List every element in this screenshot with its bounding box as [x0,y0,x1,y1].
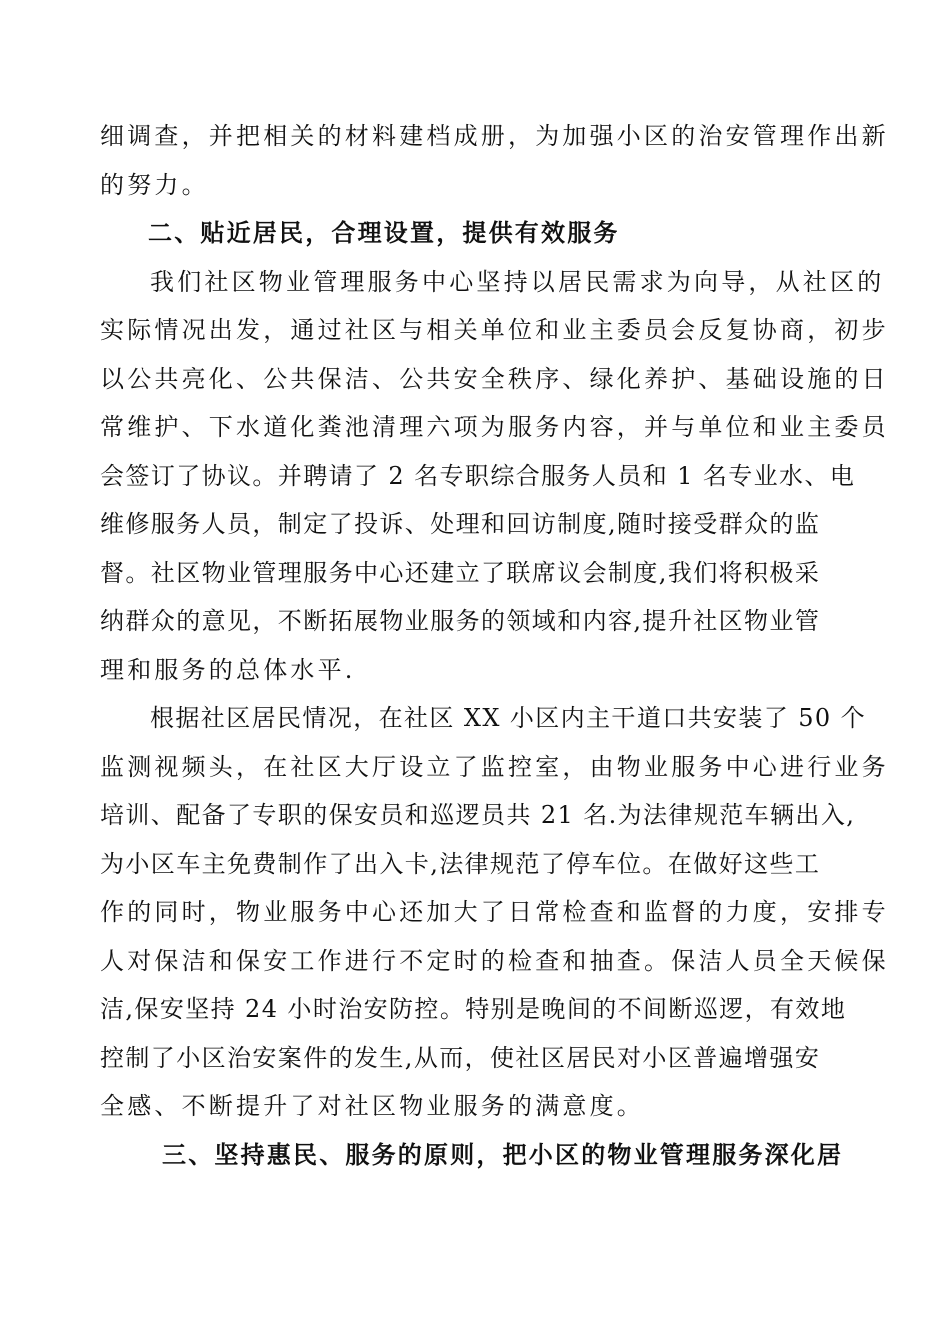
paragraph-line: 常维护、下水道化粪池清理六项为服务内容，并与单位和业主委员 [100,413,889,441]
paragraph-line: 理和服务的总体水平. [100,655,356,684]
paragraph-line: 培训、配备了专职的保安员和巡逻员共 21 名.为法律规范车辆出入, [100,801,856,829]
paragraph-line: 人对保洁和保安工作进行不定时的检查和抽查。保洁人员全天候保 [100,946,889,975]
paragraph-line: 以公共亮化、公共保洁、公共安全秩序、绿化养护、基础设施的日 [100,364,889,393]
paragraph-line: 的努力。 [100,170,209,199]
paragraph-line: 维修服务人员，制定了投诉、处理和回访制度,随时接受群众的监 [100,510,821,538]
paragraph-line: 督。社区物业管理服务中心还建立了联席议会制度,我们将积极采 [100,558,821,587]
paragraph-line: 监测视频头，在社区大厅设立了监控室，由物业服务中心进行业务 [100,752,889,781]
paragraph-line: 为小区车主免费制作了出入卡,法律规范了停车位。在做好这些工 [100,849,821,878]
paragraph-line: 细调查，并把相关的材料建档成册，为加强小区的治安管理作出新 [100,122,889,150]
paragraph-line: 会签订了协议。并聘请了 2 名专职综合服务人员和 1 名专业水、电 [100,461,856,490]
section-heading-3: 三、坚持惠民、服务的原则，把小区的物业管理服务深化居 [162,1140,844,1169]
paragraph-line: 洁,保安坚持 24 小时治安防控。特别是晚间的不间断巡逻，有效地 [100,995,847,1023]
paragraph-line: 作的同时，物业服务中心还加大了日常检查和监督的力度，安排专 [100,898,889,926]
paragraph-line: 根据社区居民情况，在社区 XX 小区内主干道口共安装了 50 个 [150,704,867,732]
paragraph-line: 全感、不断提升了对社区物业服务的满意度。 [100,1092,644,1120]
section-heading-2: 二、贴近居民，合理设置，提供有效服务 [148,219,620,247]
paragraph-line: 我们社区物业管理服务中心坚持以居民需求为向导，从社区的 [150,267,885,296]
paragraph-line: 纳群众的意见，不断拓展物业服务的领域和内容,提升社区物业管 [100,607,821,635]
document-body [100,112,889,1179]
paragraph-line: 控制了小区治安案件的发生,从而，使社区居民对小区普遍增强安 [100,1043,821,1072]
paragraph-line: 实际情况出发，通过社区与相关单位和业主委员会反复协商，初步 [100,316,889,344]
